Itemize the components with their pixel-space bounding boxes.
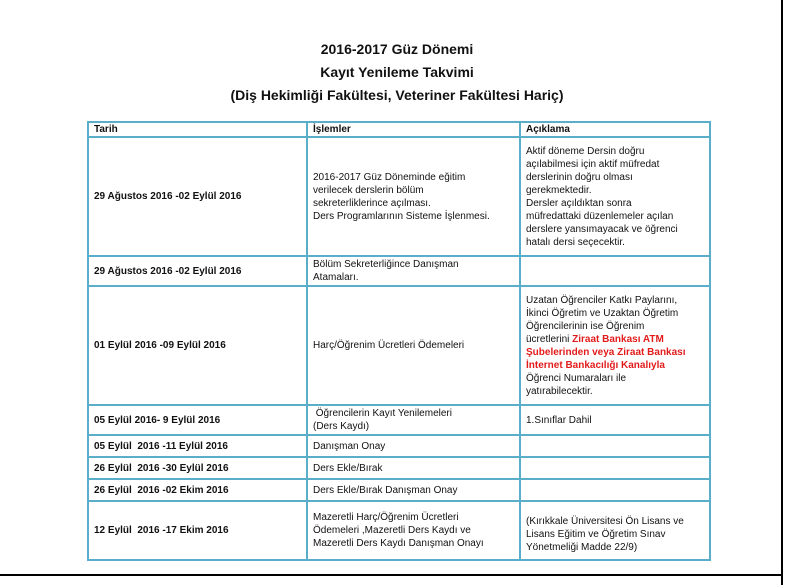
note-line: Dersler açıldıktan sonra bbox=[526, 197, 632, 209]
table-row bbox=[88, 137, 710, 256]
row-date: 26 Eylül 2016 -02 Ekim 2016 bbox=[88, 479, 307, 501]
note-line: müfredattaki düzenlemeler açılan bbox=[526, 210, 674, 222]
note-line: hatalı dersi seçecektir. bbox=[526, 236, 625, 248]
note-line: Aktif döneme Dersin doğru bbox=[526, 145, 645, 157]
table-row bbox=[88, 256, 710, 286]
action-line: Bölüm Sekreterliğince Danışman bbox=[313, 259, 459, 270]
note-line bbox=[526, 333, 704, 346]
row-action bbox=[307, 286, 520, 405]
action-line: Atamaları. bbox=[313, 272, 359, 283]
row-action bbox=[307, 256, 520, 286]
note-line: Yönetmeliği Madde 22/9) bbox=[526, 541, 638, 553]
row-action bbox=[307, 405, 520, 435]
note-line: Öğrenci Numaraları ile bbox=[526, 372, 627, 384]
row-date: 26 Eylül 2016 -30 Eylül 2016 bbox=[88, 457, 307, 479]
row-note bbox=[520, 256, 710, 286]
header-actions: İşlemler bbox=[307, 122, 520, 137]
title-semester: 2016-2017 Güz Dönemi bbox=[320, 41, 474, 57]
row-note bbox=[520, 479, 710, 501]
title-exclusion: (Diş Hekimliği Fakültesi, Veteriner Fakültesi Hariç) bbox=[230, 87, 564, 103]
document-title bbox=[0, 38, 794, 107]
row-action: Ders Ekle/Bırak Danışman Onay bbox=[307, 479, 520, 501]
note-text: ücretlerini bbox=[526, 333, 573, 345]
page-frame-bottom bbox=[0, 574, 783, 576]
row-note bbox=[520, 435, 710, 457]
row-date: 29 Ağustos 2016 -02 Eylül 2016 bbox=[88, 256, 307, 286]
row-note: 1.Sınıflar Dahil bbox=[520, 405, 710, 435]
header-notes: Açıklama bbox=[520, 122, 710, 137]
note-line: Uzatan Öğrenciler Katkı Paylarını, bbox=[526, 294, 678, 306]
note-line: Öğrencilerinin ise Öğrenim bbox=[526, 320, 645, 332]
bank-highlight: Şubelerinden veya Ziraat Bankası bbox=[526, 346, 686, 358]
note-line: derslere yansımayacak ve öğrenci bbox=[526, 223, 678, 235]
action-line: Öğrencilerin Kayıt Yenilemeleri bbox=[313, 408, 452, 419]
note-line: yatırabilecektir. bbox=[526, 385, 593, 397]
action-line: Mazeretli Harç/Öğrenim Ücretleri bbox=[313, 512, 459, 523]
table-row bbox=[88, 286, 710, 405]
action-line: (Ders Kaydı) bbox=[313, 421, 370, 432]
action-line: Ödemeleri ,Mazeretli Ders Kaydı ve bbox=[313, 525, 471, 536]
header-date: Tarih bbox=[88, 122, 307, 137]
action-line: 2016-2017 Güz Döneminde eğitim bbox=[313, 171, 466, 183]
note-line: (Kırıkkale Üniversitesi Ön Lisans ve bbox=[526, 515, 684, 527]
action-line: Harç/Öğrenim Ücretleri Ödemeleri bbox=[313, 340, 465, 351]
row-note bbox=[520, 501, 710, 560]
action-line: sekreterliklerince açılması. bbox=[313, 197, 431, 209]
action-line: verilecek derslerin bölüm bbox=[313, 184, 424, 196]
note-line: Lisans Eğitim ve Öğretim Sınav bbox=[526, 528, 666, 540]
table-row bbox=[88, 479, 710, 501]
row-note bbox=[520, 137, 710, 256]
note-line: açılabilmesi için aktif müfredat bbox=[526, 158, 660, 170]
registration-calendar-table bbox=[87, 121, 711, 561]
row-note bbox=[520, 286, 710, 405]
table-row bbox=[88, 435, 710, 457]
row-date: 29 Ağustos 2016 -02 Eylül 2016 bbox=[88, 137, 307, 256]
table-row bbox=[88, 501, 710, 560]
row-action: Ders Ekle/Bırak bbox=[307, 457, 520, 479]
title-calendar: Kayıt Yenileme Takvimi bbox=[320, 64, 474, 80]
row-note bbox=[520, 457, 710, 479]
bank-highlight: Ziraat Bankası ATM bbox=[572, 333, 664, 345]
table-row bbox=[88, 405, 710, 435]
row-date: 01 Eylül 2016 -09 Eylül 2016 bbox=[88, 286, 307, 405]
row-date: 12 Eylül 2016 -17 Ekim 2016 bbox=[88, 501, 307, 560]
note-line: derslerinin doğru olması bbox=[526, 171, 633, 183]
row-action bbox=[307, 137, 520, 256]
action-line: Ders Programlarının Sisteme İşlenmesi. bbox=[313, 210, 490, 222]
row-action: Danışman Onay bbox=[307, 435, 520, 457]
action-line: Mazeretli Ders Kaydı Danışman Onayı bbox=[313, 538, 484, 549]
note-line: İkinci Öğretim ve Uzaktan Öğretim bbox=[526, 307, 679, 319]
row-date: 05 Eylül 2016 -11 Eylül 2016 bbox=[88, 435, 307, 457]
row-date: 05 Eylül 2016- 9 Eylül 2016 bbox=[88, 405, 307, 435]
note-line: gerekmektedir. bbox=[526, 184, 592, 196]
bank-highlight: İnternet Bankacılığı Kanalıyla bbox=[526, 359, 665, 371]
table-row bbox=[88, 457, 710, 479]
row-action bbox=[307, 501, 520, 560]
table-header-row bbox=[88, 122, 710, 137]
